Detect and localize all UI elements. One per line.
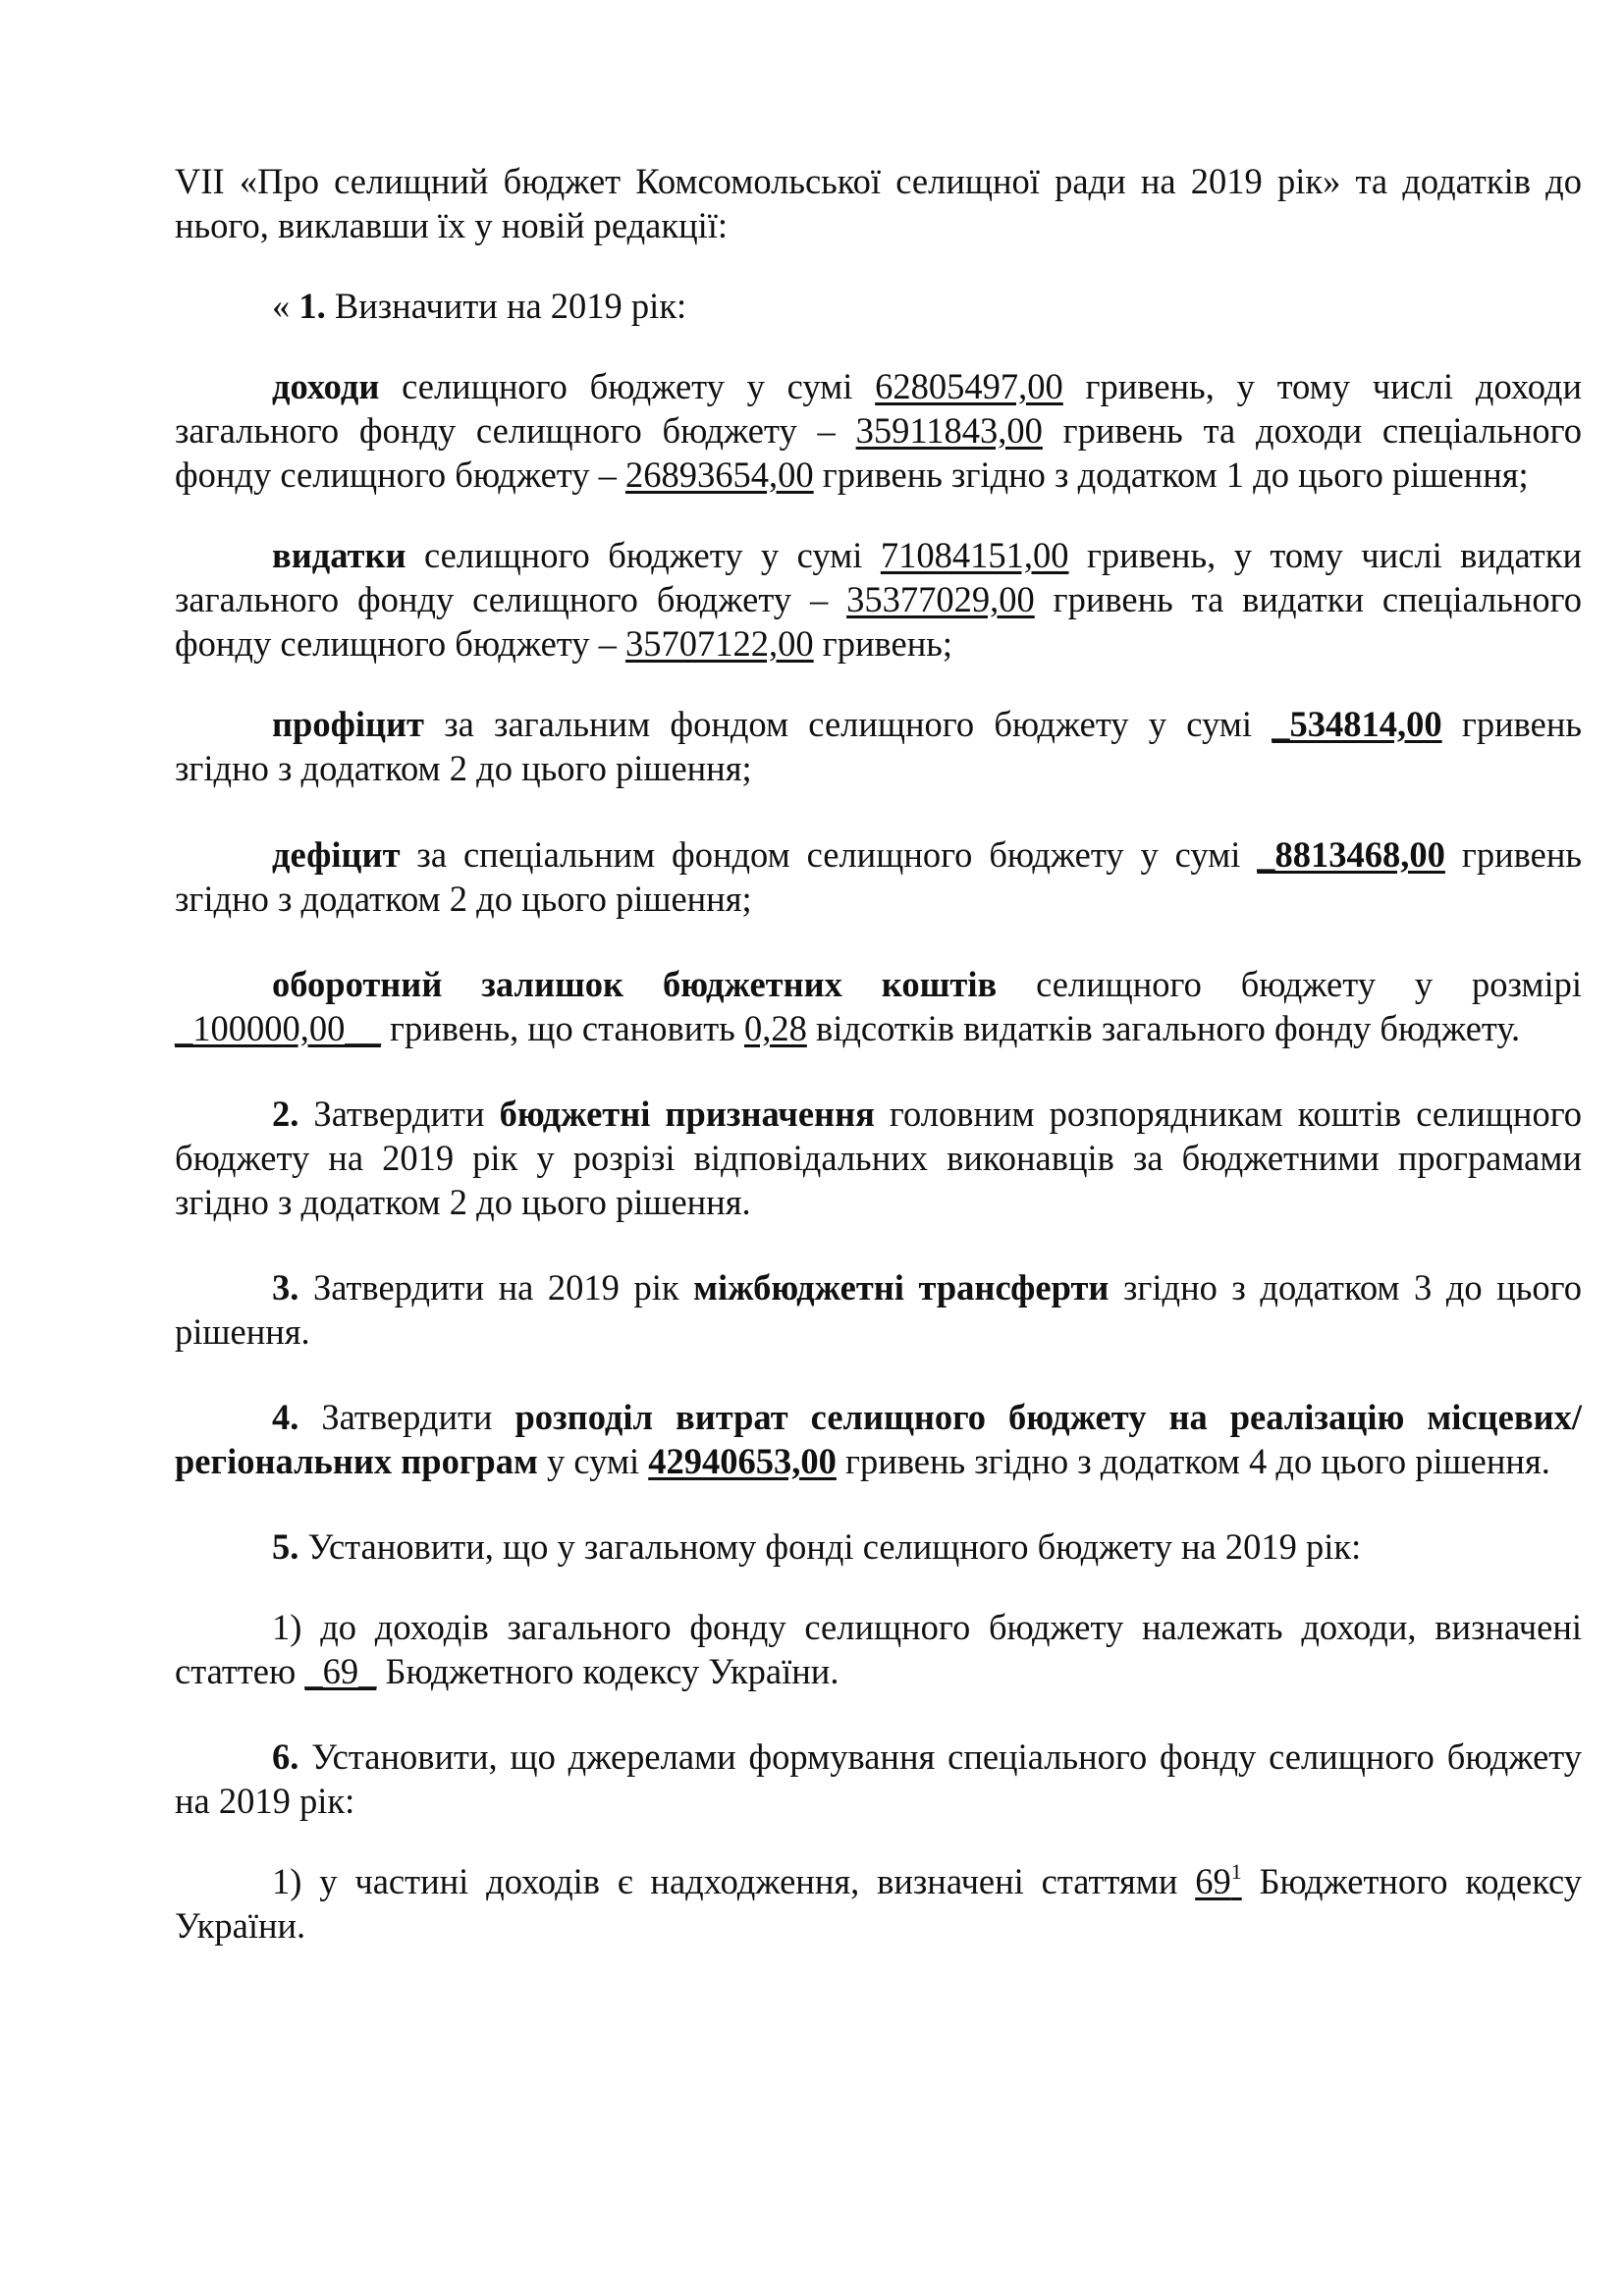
reserve-amount: _100000,00__ (175, 1008, 381, 1048)
income-special: 26893654,00 (625, 454, 814, 495)
income-paragraph (175, 364, 1582, 497)
income-term: доходи (272, 366, 380, 406)
item-6-text: Установити, що джерелами формування спеціального фонду селищного бюджету на 2019 рік: (175, 1736, 1582, 1821)
item-6-article-superscript: 1 (1230, 1858, 1242, 1884)
item-3-text-2: згідно з додатком 3 до цього рішення. (175, 1267, 1582, 1352)
reserve-text-1: селищного бюджету у розмірі (997, 964, 1582, 1004)
item-2-term: бюджетні призначення (499, 1094, 875, 1134)
income-text-1: селищного бюджету у сумі (379, 366, 876, 406)
item-6-paragraph (175, 1735, 1582, 1823)
deficit-text-2: гривень згідно з додатком 2 до цього рішення; (175, 834, 1582, 919)
item-2-paragraph (175, 1092, 1582, 1224)
deficit-amount: _8813468,00 (1257, 834, 1445, 875)
surplus-term: профіцит (272, 704, 424, 744)
open-quote: « (272, 286, 299, 326)
income-general: 35911843,00 (855, 410, 1043, 451)
intro-text: VII «Про селищний бюджет Комсомольської селищної ради на 2019 рік» та додатків до нього, виклавши їх у новій редакції: (175, 161, 1582, 245)
item-4-paragraph (175, 1395, 1582, 1483)
item-6-number: 6. (272, 1736, 299, 1777)
item-2-text-2: головним розпорядникам коштів селищного бюджету на 2019 рік у розрізі відповідальних виконавців за бюджетними програмами згідно з додатком 2 до цього рішення. (175, 1094, 1583, 1222)
item-6-article-number: 69 (1195, 1861, 1231, 1901)
deficit-text-1: за спеціальним фондом селищного бюджету у сумі (400, 834, 1258, 875)
expenses-text-2: гривень, у тому числі видатки загального фонду селищного бюджету – (175, 535, 1582, 619)
item-1-paragraph (175, 284, 1582, 328)
expenses-text-4: гривень; (813, 623, 953, 664)
item-5-text: Установити, що у загальному фонді селищного бюджету на 2019 рік: (298, 1526, 1362, 1567)
expenses-total: 71084151,00 (880, 535, 1069, 575)
item-5-paragraph (175, 1524, 1582, 1569)
item-6-sub-1-text-a: 1) у частині доходів є надходження, визначені статтями (272, 1861, 1196, 1901)
expenses-paragraph (175, 533, 1582, 666)
item-3-term: міжбюджетні трансферти (693, 1267, 1110, 1308)
expenses-special: 35707122,00 (625, 623, 814, 664)
deficit-paragraph (175, 832, 1582, 921)
income-text-2: гривень, у тому числі доходи загального фонду селищного бюджету – (175, 366, 1582, 451)
expenses-general: 35377029,00 (846, 579, 1035, 619)
item-5-sub-1 (175, 1605, 1582, 1693)
expenses-text-1: селищного бюджету у сумі (406, 535, 881, 575)
item-3-text-1: Затвердити на 2019 рік (298, 1267, 694, 1308)
reserve-text-3: відсотків видатків загального фонду бюджету. (806, 1008, 1521, 1048)
reserve-text-2: гривень, що становить (380, 1008, 744, 1048)
surplus-text-2: гривень згідно з додатком 2 до цього рішення; (175, 704, 1582, 788)
item-2-number: 2. (272, 1094, 299, 1134)
item-4-text-1: Затвердити (298, 1397, 515, 1437)
surplus-text-1: за загальним фондом селищного бюджету у сумі (423, 704, 1272, 744)
item-4-text-3: гривень згідно з додатком 4 до цього рішення. (836, 1441, 1550, 1481)
surplus-paragraph (175, 702, 1582, 790)
item-3-paragraph (175, 1265, 1582, 1354)
item-6-article (1195, 1858, 1242, 1901)
item-1-text: Визначити на 2019 рік: (325, 286, 687, 326)
item-1-number: 1. (298, 286, 326, 326)
item-2-text-1: Затвердити (298, 1094, 500, 1134)
item-4-text-2: у сумі (537, 1441, 649, 1481)
income-text-3: гривень та доходи спеціального фонду селищного бюджету – (175, 410, 1582, 495)
reserve-percent: 0,28 (743, 1008, 807, 1048)
intro-paragraph (175, 159, 1582, 247)
deficit-term: дефіцит (272, 834, 401, 875)
item-4-number: 4. (272, 1397, 299, 1437)
item-6-sub-1 (175, 1859, 1582, 1948)
reserve-paragraph (175, 962, 1582, 1050)
item-5-number: 5. (272, 1526, 299, 1567)
expenses-term: видатки (272, 535, 406, 575)
item-3-number: 3. (272, 1267, 299, 1308)
item-5-sub-1-text-a: 1) до доходів загального фонду селищного бюджету належать доходи, визначені статтею (175, 1607, 1582, 1691)
reserve-term: оборотний залишок бюджетних коштів (272, 964, 998, 1004)
expenses-text-3: гривень та видатки спеціального фонду селищного бюджету – (175, 579, 1582, 664)
item-5-sub-1-text-b: Бюджетного кодексу України. (376, 1651, 839, 1691)
item-5-article: _69_ (304, 1651, 377, 1691)
surplus-amount: _534814,00 (1272, 704, 1442, 744)
item-6-sub-1-text-b: Бюджетного кодексу України. (175, 1861, 1582, 1946)
income-text-4: гривень згідно з додатком 1 до цього рішення; (813, 454, 1529, 495)
income-total: 62805497,00 (875, 366, 1063, 406)
item-4-amount: 42940653,00 (648, 1441, 837, 1481)
item-4-term: розподіл витрат селищного бюджету на реалізацію місцевих/регіональних програм (175, 1397, 1582, 1481)
